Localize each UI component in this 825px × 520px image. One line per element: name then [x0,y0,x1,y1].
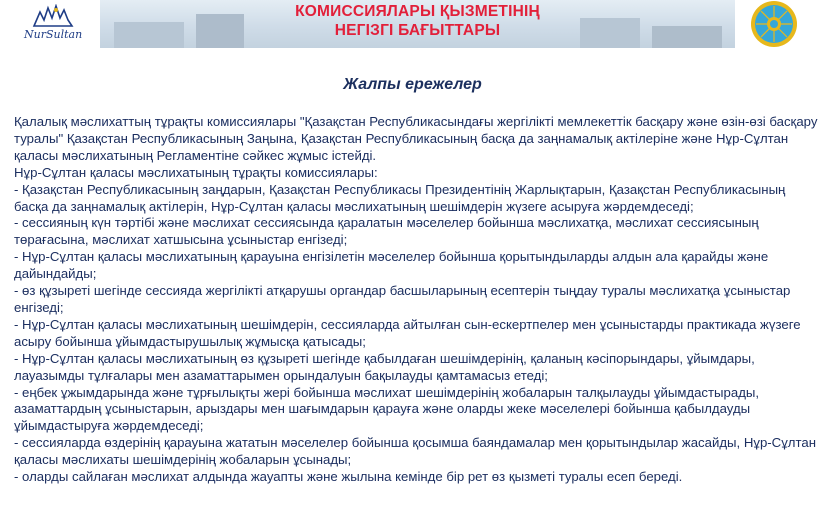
banner-title-line: КОМИССИЯЛАРЫ ҚЫЗМЕТІНІҢ [295,3,540,20]
logo-text: NurSultan [24,28,83,41]
list-item: - сессияларда өздерінің қарауына жататын мәселелер бойынша қосымша баяндамалар мен қорытындылар жасайды, Нұр-Сұлтан қаласы мәслихаты шешімдерінің жобаларын ұсынады; [14,435,816,468]
list-item: - сессияның күн тәртібі және мәслихат сессиясында қаралатын мәселелер бойынша мәслихатқа, мәслихат сессиясының төрағасына, мәслихат хатшысына ұсыныстар енгізеді; [14,215,759,248]
list-item: - оларды сайлаған мәслихат алдында жауапты және жылына кемінде бір рет өз қызметі туралы есеп береді. [14,469,683,485]
list-item: - Нұр-Сұлтан қаласы мәслихатының өз құзыреті шегінде қабылдаған шешімдерінің, қаланың кәсіпорындары, ұйымдары, лауазымды тұлғалары мен азаматтарымен орындалуын бақылауды қамтамасыз етеді; [14,350,755,383]
page-header [0,0,825,52]
list-item: - Қазақстан Республикасының заңдарын, Қазақстан Республикасы Президентінің Жарлықтарын, Қазақстан Республикасының басқа да заңнамалық актілерін, Нұр-Сұлтан қаласы мәслихатының шешімдерін жүзеге асыруға жәрдемдеседі; [14,181,786,214]
city-skyline-icon [30,4,76,28]
document-body [14,114,819,486]
list-item: - Нұр-Сұлтан қаласы мәслихатының қарауына енгізілетін мәселелер бойынша қорытындыларды алдын ала қарайды және дайындайды; [14,249,769,282]
paragraph: Нұр-Сұлтан қаласы мәслихатының тұрақты комиссиялары: [14,164,378,180]
header-banner [100,0,735,48]
page-title: Жалпы ережелер [343,76,482,93]
banner-title-line: НЕГІЗГІ БАҒЫТТАРЫ [334,22,501,39]
list-item: - Нұр-Сұлтан қаласы мәслихатының шешімдерін, сессияларда айтылған сын-ескертпелер мен ұсыныстарды практикада жүзеге асыру бойынша ұйымдастырушылық жұмысқа қатысады; [14,316,801,349]
list-item: - өз құзыреті шегінде сессияда жергілікті атқарушы органдар басшыларының есептерін тыңдау туралы мәслихатқа ұсыныстар енгізеді; [14,283,791,315]
nursultan-logo [8,4,98,48]
kazakhstan-emblem-icon [743,0,805,48]
paragraph: Қалалық мәслихаттың тұрақты комиссиялары "Қазақстан Республикасындағы жергілікті мемлекеттік басқару және өзін-өзі басқару туралы" Қазақстан Республикасының Заңына, Қазақстан Республикасының басқа да заңнамалық актілеріне және Нұр-Сұлтан қаласы мәслихатының Регламентіне сәйкес жұмыс істейді. [14,114,818,163]
list-item: - еңбек ұжымдарында және тұрғылықты жері бойынша мәслихат шешімдерінің жобаларын талқылауды ұйымдастырады, азаматтардың ұсыныстарын, арыздары мен шағымдарын қарауға және оларды жеке мәселелері бойынша қабылдауды ұйымдастыруға жәрдемдеседі; [14,384,760,434]
banner-title [100,2,735,40]
